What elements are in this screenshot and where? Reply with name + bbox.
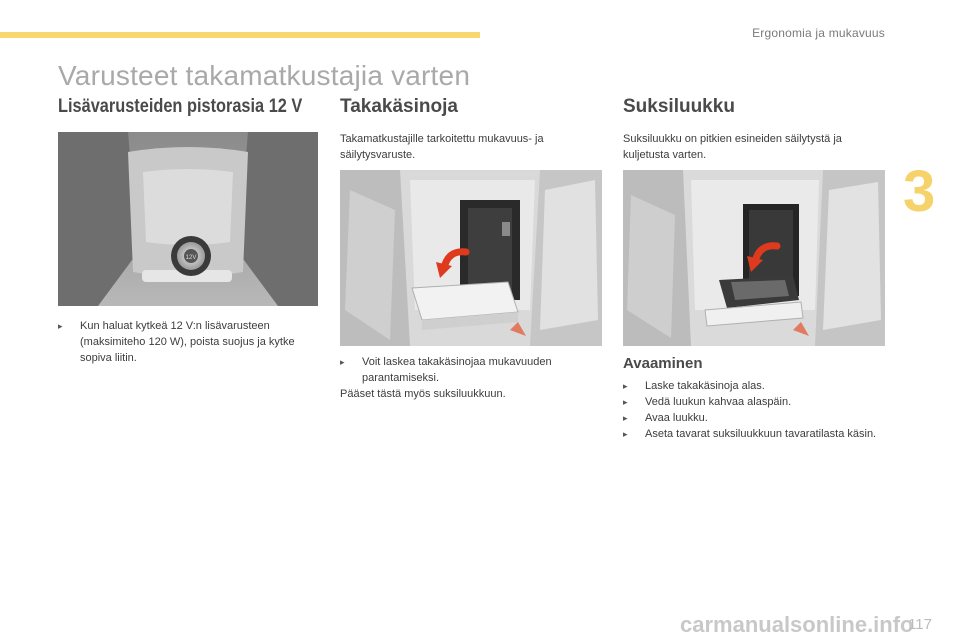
- col2-bullets: [340, 354, 602, 402]
- ski-hatch-intro: Suksiluukku on pitkien esineiden säilytystä ja kuljetusta varten.: [623, 133, 842, 161]
- bullet-item: ▸ Kun haluat kytkeä 12 V:n lisävarusteen (maksimiteho 120 W), poista suojus ja kytke sopiva liitin.: [58, 320, 295, 364]
- bullet-item: ▸ Aseta tavarat suksiluukkuun tavaratilasta käsin.: [623, 428, 877, 440]
- col1-bullets: [58, 318, 308, 366]
- heading-12v-socket: Lisävarusteiden pistorasia 12 V: [58, 96, 303, 117]
- chapter-number: 3: [903, 159, 936, 224]
- heading-armrest: Takakäsinoja: [340, 96, 458, 117]
- bullet-arrow-icon: ▸: [340, 357, 345, 367]
- bullet-arrow-icon: ▸: [623, 381, 628, 391]
- armrest-intro: Takamatkustajille tarkoitettu mukavuus- ja säilytysvaruste.: [340, 133, 544, 161]
- bullet-arrow-icon: ▸: [623, 397, 628, 407]
- header-accent-bar: [0, 32, 480, 38]
- photo-armrest: [340, 170, 602, 346]
- armrest-note: Pääset tästä myös suksiluukkuun.: [340, 388, 506, 400]
- bullet-item: ▸ Vedä luukun kahvaa alaspäin.: [623, 396, 792, 408]
- bullet-arrow-icon: ▸: [623, 429, 628, 439]
- bullet-arrow-icon: ▸: [58, 321, 63, 331]
- bullet-item: ▸ Voit laskea takakäsinojaa mukavuuden parantamiseksi.: [340, 356, 552, 384]
- heading-ski-hatch: Suksiluukku: [623, 96, 735, 117]
- col3-bullets: [623, 378, 885, 442]
- photo-12v-socket: [58, 132, 318, 306]
- column-12v-socket: [58, 96, 320, 118]
- bullet-item: ▸ Laske takakäsinoja alas.: [623, 380, 765, 392]
- column-ski-hatch: [623, 96, 885, 118]
- photo-ski-hatch: [623, 170, 885, 346]
- page-number: 117: [908, 616, 932, 633]
- section-title: Ergonomia ja mukavuus: [752, 26, 885, 40]
- socket-label: 12V: [185, 255, 197, 261]
- bullet-item: ▸ Avaa luukku.: [623, 412, 708, 424]
- page-title: Varusteet takamatkustajia varten: [58, 60, 471, 91]
- heading-opening: Avaaminen: [623, 355, 703, 372]
- bullet-arrow-icon: ▸: [623, 413, 628, 423]
- column-armrest: [340, 96, 602, 118]
- watermark: carmanualsonline.info: [680, 612, 914, 637]
